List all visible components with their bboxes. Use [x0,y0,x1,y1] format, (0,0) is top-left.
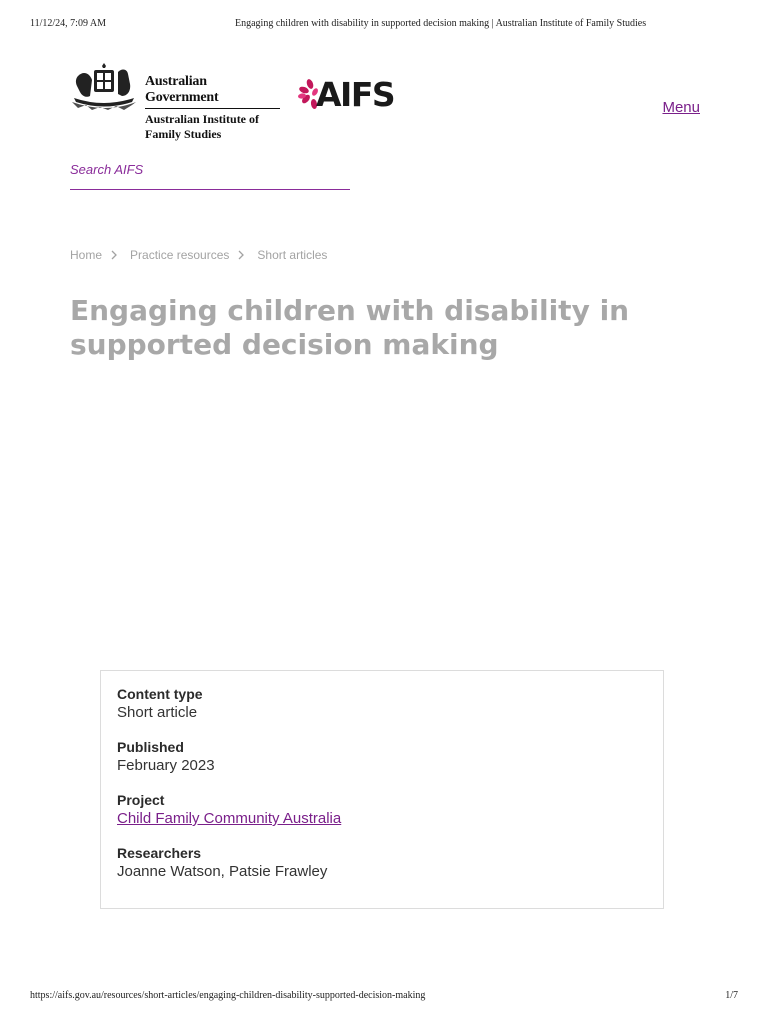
breadcrumb [70,248,327,262]
print-url: https://aifs.gov.au/resources/short-articles/engaging-children-disability-supported-decision-making [30,990,426,1001]
print-datetime: 11/12/24, 7:09 AM [30,18,107,29]
project-link[interactable]: Child Family Community Australia [117,810,342,827]
breadcrumb-home[interactable]: Home [70,248,103,262]
aifs-logo[interactable] [298,76,410,114]
meta-label: Researchers [117,845,202,861]
menu-button[interactable]: Menu [662,99,700,116]
meta-label: Project [117,792,165,808]
article-meta-box [100,670,664,909]
meta-label: Published [117,739,184,755]
meta-researchers [117,845,647,882]
meta-project [117,792,647,829]
meta-value [117,809,647,829]
meta-content-type [117,686,647,723]
gov-line-family-studies: Family Studies [145,127,222,141]
coat-of-arms-icon [70,62,138,114]
chevron-right-icon [108,249,120,261]
breadcrumb-short-articles[interactable]: Short articles [257,248,328,262]
print-header [30,18,738,34]
breadcrumb-practice-resources[interactable]: Practice resources [130,248,230,262]
meta-value: February 2023 [117,757,215,774]
gov-line-australian-government: Australian Government [145,74,280,109]
government-text [145,74,280,142]
print-page-number: 1/7 [725,990,738,1001]
print-page-title: Engaging children with disability in supported decision making | Australian Institute of Family Studies [235,18,647,29]
meta-value: Joanne Watson, Patsie Frawley [117,863,328,880]
search-bar [70,160,350,190]
aifs-wordmark: AIFS [316,75,395,114]
meta-value: Short article [117,704,198,721]
page-title: Engaging children with disability in supported decision making [70,294,630,361]
meta-published [117,739,647,776]
print-footer [30,990,738,1004]
meta-label: Content type [117,686,203,702]
gov-line-institute: Australian Institute of [145,112,260,126]
chevron-right-icon [235,249,247,261]
search-input[interactable] [70,160,350,179]
australian-government-logo[interactable] [70,60,280,141]
